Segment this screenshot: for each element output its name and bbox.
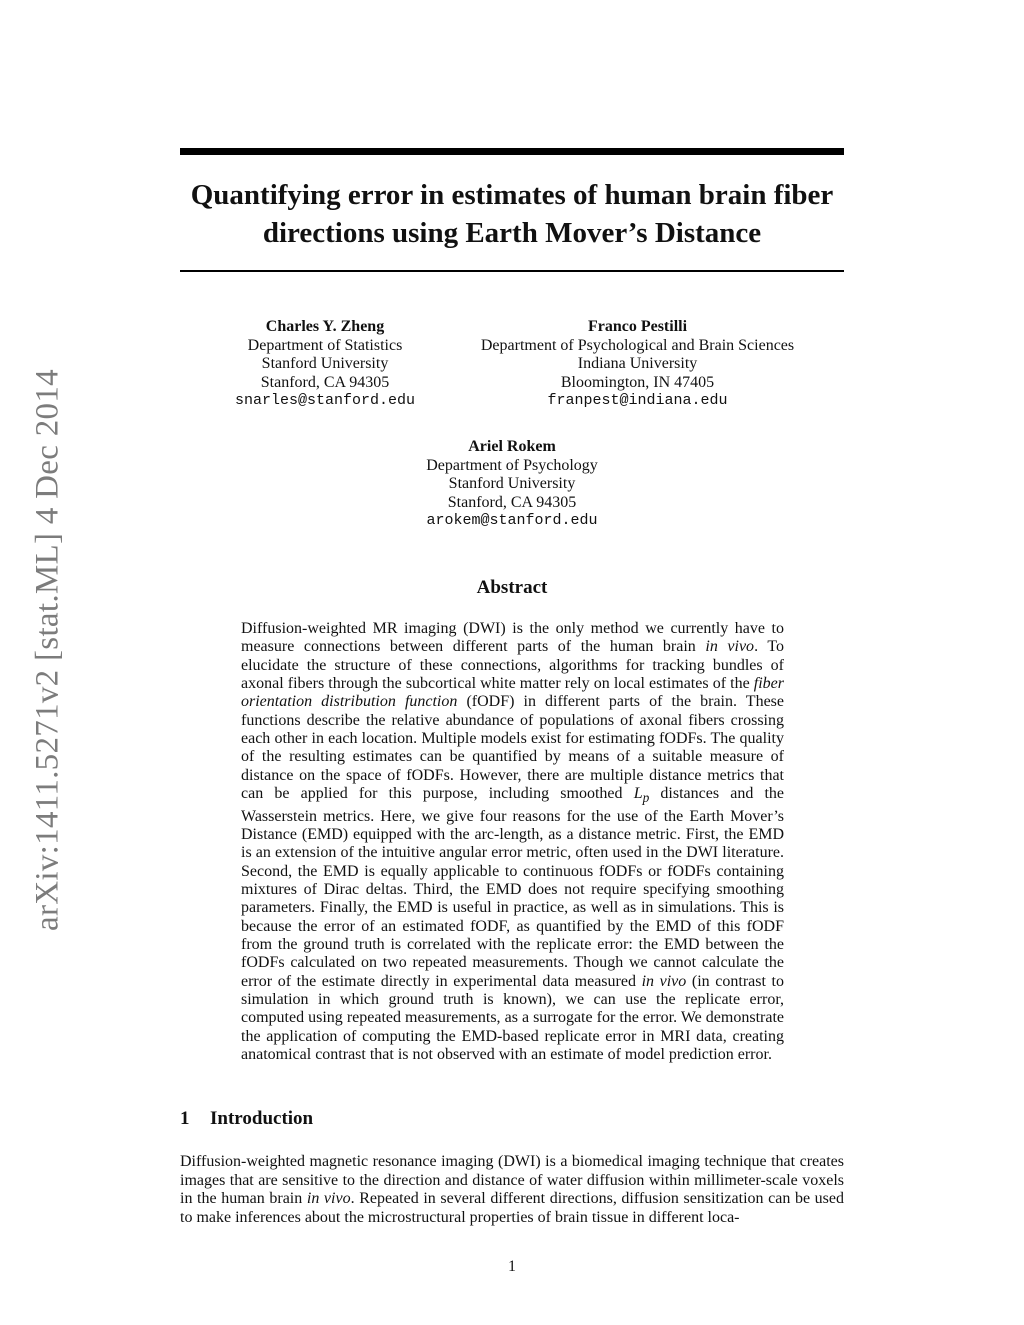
author-location: Stanford, CA 94305 <box>447 493 577 511</box>
author-email[interactable]: franpest@indiana.edu <box>547 392 728 409</box>
page-number: 1 <box>508 1258 516 1275</box>
author-block <box>455 318 820 411</box>
author-department: Department of Psychological and Brain Sciences <box>480 336 795 354</box>
abstract-math-symbol: L <box>633 785 643 803</box>
author-location: Bloomington, IN 47405 <box>560 373 715 391</box>
section-number: 1 <box>180 1108 190 1129</box>
author-department: Department of Psychology <box>426 456 598 474</box>
introduction-paragraph <box>180 1153 844 1227</box>
author-block <box>362 438 662 531</box>
intro-text: Diffusion-weighted magnetic resonance imaging (DWI) is a biomedical imaging technique that creates images that are sensitive to the direction and distance of water diffusion within millimeter-scale voxels in the human brain <box>180 1153 844 1207</box>
abstract-math-subscript: p <box>642 790 650 806</box>
abstract-emphasis: fiber orientation distribution function <box>241 675 784 711</box>
author-email[interactable]: snarles@stanford.edu <box>234 392 416 409</box>
title-bottom-rule <box>180 270 844 272</box>
arxiv-identifier: arXiv:1411.5271v2 [stat.ML] 4 Dec 2014 <box>29 369 66 931</box>
intro-emphasis: in vivo <box>306 1190 351 1207</box>
section-title: Introduction <box>210 1108 314 1129</box>
abstract-heading: Abstract <box>476 577 548 598</box>
title-top-rule <box>180 148 844 155</box>
author-name: Ariel Rokem <box>468 438 556 455</box>
author-email[interactable]: arokem@stanford.edu <box>426 512 598 529</box>
author-block <box>205 318 445 411</box>
author-location: Stanford, CA 94305 <box>260 373 390 391</box>
abstract-emphasis: in vivo <box>641 972 687 990</box>
abstract-text: (fODF) in different parts of the brain. These functions describe the relative abundance of populations of axonal fibers crossing each other in each location. Multiple models exist for estimating fODFs. The quality of the resulting estimates can be quantified by means of a suitable measure of distance on the space of fODFs. However, there are multiple distance metrics that can be applied for this purpose, including smoothed <box>241 693 784 803</box>
author-name: Charles Y. Zheng <box>265 318 385 335</box>
abstract-text: Diffusion-weighted MR imaging (DWI) is the only method we currently have to measure connections between different parts of the human brain <box>241 620 784 656</box>
title-line-2: directions using Earth Mover’s Distance <box>262 217 762 249</box>
abstract-text: . To elucidate the structure of these connections, algorithms for tracking bundles of axonal fibers through the subcortical white matter rely on local estimates of the <box>241 638 785 693</box>
author-name: Franco Pestilli <box>587 318 688 335</box>
author-institution: Indiana University <box>577 355 698 372</box>
paper-title <box>180 176 844 252</box>
abstract-body <box>241 620 784 1064</box>
title-line-1: Quantifying error in estimates of human brain fiber <box>190 179 834 211</box>
abstract-text: distances and the Wasserstein metrics. Here, we give four reasons for the use of the Earth Mover’s Distance (EMD) equipped with the arc-length, as a distance metric. First, the EMD is an extension of the intuitive angular error metric, often used in the DWI literature. Second, the EMD is equally applicable to continuous fODFs or fODFs containing mixtures of Dirac deltas. Third, the EMD does not require specifying smoothing parameters. Finally, the EMD is useful in practice, as well as in simulations. This is because the error of an estimated fODF, as quantified by the EMD of this fODF from the ground truth is correlated with the replicate error: the EMD between the fODFs calculated on two repeated measurements. Though we cannot calculate the error of the estimate directly in experimental data measured <box>241 785 785 990</box>
author-institution: Stanford University <box>261 355 389 372</box>
section-heading <box>180 1108 313 1130</box>
intro-text: . Repeated in several different directions, diffusion sensitization can be used to make inferences about the microstructural properties of brain tissue in different loca- <box>180 1190 844 1226</box>
author-institution: Stanford University <box>448 475 576 492</box>
abstract-emphasis: in vivo <box>705 638 755 656</box>
author-department: Department of Statistics <box>247 336 403 354</box>
abstract-text: (in contrast to simulation in which ground truth is known), we can use the replicate error, computed using repeated measurements, as a surrogate for the error. We demonstrate the application of computing the EMD-based replicate error in MRI data, creating anatomical contrast that is not observed with an estimate of model prediction error. <box>241 972 785 1064</box>
